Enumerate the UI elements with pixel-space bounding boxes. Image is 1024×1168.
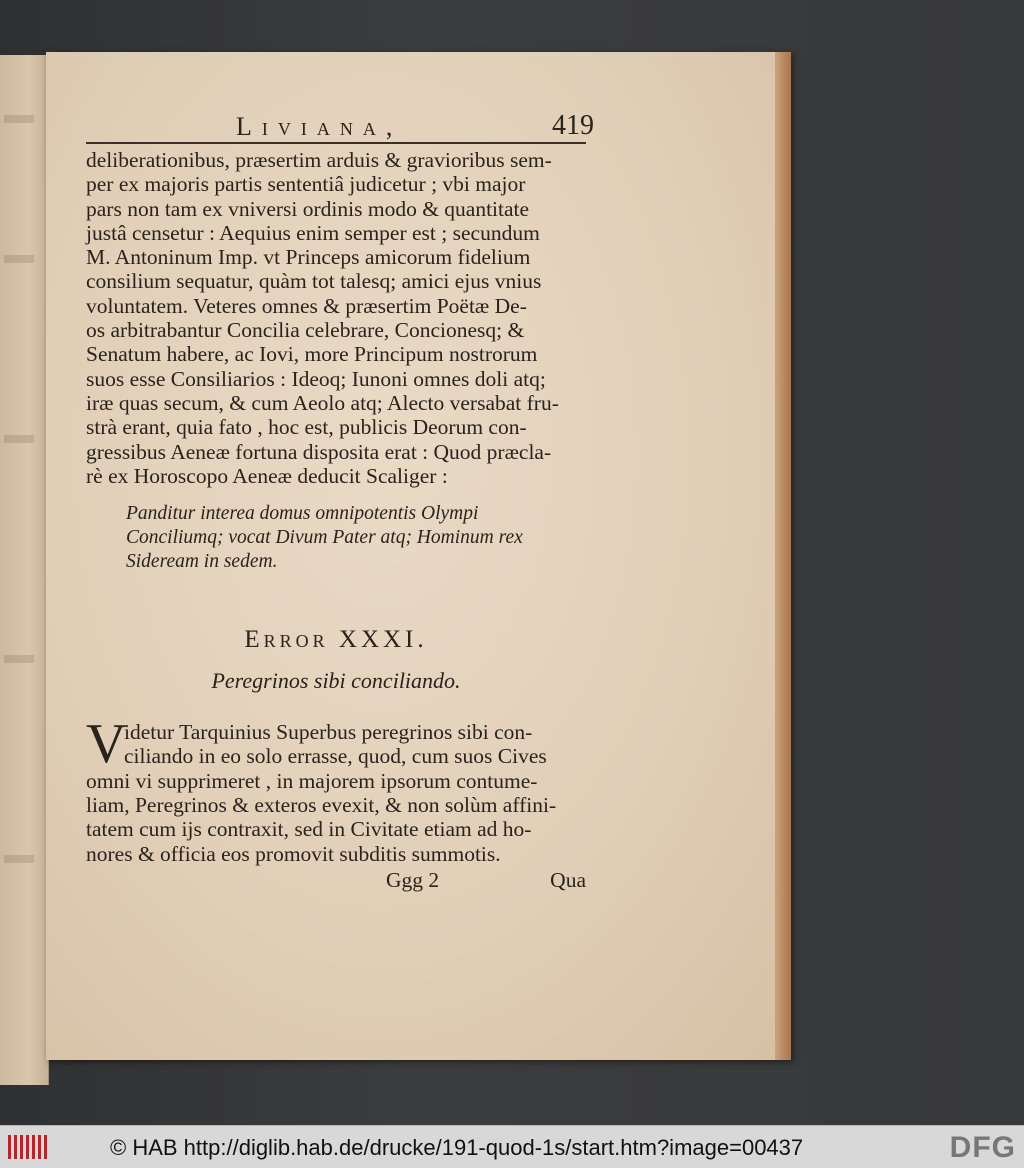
book-page xyxy=(46,52,791,1060)
text-line: os arbitrabantur Concilia celebrare, Concionesq; & xyxy=(86,318,525,343)
text-line: omni vi supprimeret , in majorem ipsorum contume- xyxy=(86,768,538,793)
paragraph-2 xyxy=(86,713,586,866)
paragraph-1 xyxy=(86,148,586,488)
drop-cap: V xyxy=(86,713,127,776)
text-line: consilium sequatur, quàm tot talesq; amici ejus vnius xyxy=(86,269,542,294)
hab-logo-icon xyxy=(8,1135,48,1159)
text-line: iræ quas secum, & cum Aeolo atq; Alecto versabat fru- xyxy=(86,390,559,415)
section-title: Error XXXI. xyxy=(244,626,428,654)
text-line: per ex majoris partis sententiâ judicetur ; vbi major xyxy=(86,172,526,197)
verse-quote xyxy=(126,502,586,574)
quote-line: Sideream in sedem. xyxy=(126,551,278,573)
facing-page-edge xyxy=(0,55,49,1085)
dfg-logo: DFG xyxy=(949,1131,1016,1164)
section-subtitle: Peregrinos sibi conciliando. xyxy=(211,668,461,694)
page-header xyxy=(86,110,594,144)
text-line: justâ censetur : Aequius enim semper est ; secundum xyxy=(86,220,540,245)
copyright-url[interactable]: © HAB http://diglib.hab.de/drucke/191-quod-1s/start.htm?image=00437 xyxy=(110,1135,804,1160)
text-line: ciliando in eo solo errasse, quod, cum suos Cives xyxy=(124,744,547,769)
text-line: nores & officia eos promovit subditis summotis. xyxy=(86,841,501,866)
text-line: suos esse Consiliarios : Ideoq; Iunoni omnes doli atq; xyxy=(86,366,546,391)
quote-line: Conciliumq; vocat Divum Pater atq; Hominum rex xyxy=(126,527,523,549)
text-line: deliberationibus, præsertim arduis & gravioribus sem- xyxy=(86,148,552,172)
text-block xyxy=(86,110,594,892)
catchword: Qua xyxy=(550,867,586,892)
text-line: tatem cum ijs contraxit, sed in Civitate etiam ad ho- xyxy=(86,817,532,842)
page-foot xyxy=(86,866,586,892)
text-line: voluntatem. Veteres omnes & præsertim Poëtæ De- xyxy=(86,293,527,318)
text-line: gressibus Aeneæ fortuna disposita erat : Quod præcla- xyxy=(86,439,552,464)
text-line: Senatum habere, ac Iovi, more Principum nostrorum xyxy=(86,342,538,367)
text-line: liam, Peregrinos & exteros evexit, & non solùm affini- xyxy=(86,793,557,818)
signature-mark: Ggg 2 xyxy=(386,867,440,892)
viewer-footer xyxy=(0,1125,1024,1168)
text-line: M. Antoninum Imp. vt Princeps amicorum fidelium xyxy=(86,245,531,270)
page-number: 419 xyxy=(552,110,594,141)
running-head: Liviana, xyxy=(236,112,403,141)
text-line: pars non tam ex vniversi ordinis modo & quantitate xyxy=(86,196,530,221)
text-line: rè ex Horoscopo Aeneæ deducit Scaliger : xyxy=(86,463,448,488)
quote-line: Panditur interea domus omnipotentis Olympi xyxy=(126,503,479,525)
text-line: strà erant, quia fato , hoc est, publicis Deorum con- xyxy=(86,415,527,440)
page-edge xyxy=(775,52,791,1060)
text-line: idetur Tarquinius Superbus peregrinos sibi con- xyxy=(124,720,533,745)
